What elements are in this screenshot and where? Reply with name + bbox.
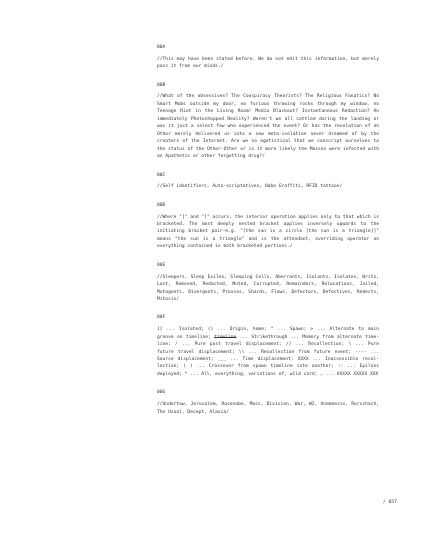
section-heading: 00E [157, 262, 166, 268]
strikethrough-text: timeline [214, 334, 237, 340]
section-body: //What of the obsessives? The Conspiracy Theorists? The Religious Fanatics? No Smart Mobs outside my door, no furious throwing rocks through my window, no Teenage Riot in the Living Room! Media Blackout? Instantaneous Redaction? An immediately Photoshopped Reality? Weren't we all cattled during the landing or was it just a select few who experienced the event? Or has the revelation of an Other merely delivered us into a new meta-isolation never dreamed of by the creators of the Internet. Are we so egotistical that we conscript ourselves to the status of the Other-Other or is it more likely the Masses were infected with an Apathetic or other forgetting drug?/ [157, 94, 379, 160]
section-00d [157, 202, 379, 251]
section-00a [157, 44, 379, 71]
section-body: //Self identifiers, Auto-scriptatives, Hobo Graffiti, RFID tattoos/ [157, 184, 343, 190]
section-00g [157, 389, 379, 416]
section-body [157, 326, 379, 378]
section-heading: 00F [157, 315, 166, 321]
section-00f [157, 314, 379, 378]
section-heading: 00B [157, 82, 166, 88]
document-page [157, 44, 379, 427]
section-body-part: ... Strikethrough ... Memory from alternate time-line; / ... Pure past travel displacement; // ... Recollection; \ ... Pure future travel displacement; \\ ... Recollection from future event; ---- ... Source displacement; ___ ... Time displacement; XXXX ... Inaccessible recol-lection; ( ) ... Crossover from spawn timeline into another; :: ... Epilons deployed; * ... All, everything, variations of, wild card; , ... XXXXX XXXXX XXX [157, 334, 379, 377]
page-number: / 057 [383, 500, 397, 505]
section-body: //Undertow, Jerusalem, Rosenobe, Moss, Division, War, W2, Anamnesis, Rorschach, The Usual, Decept, Alaxia/ [157, 402, 379, 415]
section-00b [157, 82, 379, 161]
section-heading: 00D [157, 202, 166, 208]
section-body: //Sleepers, Sleep Exiles, Sleeping Cells, Aberrants, Isolants, Isolates, Writs, Lost, Removed, Redacted, Muted, Corrupted, Remainders, Relocations, Jailed, Mutagents, Divergents, Proxies, Shards, Flaws, Defectors, Defectives, Redects, Mitosis/ [157, 274, 379, 302]
section-heading: 00A [157, 45, 166, 50]
section-heading: 00G [157, 390, 166, 396]
section-00e [157, 262, 379, 304]
section-body: //Where "[" and "]" occurs, the interior operation applies only to that which is bracketed. The most deeply nested bracket applies inversely upwards to the initiating bracket pair—e.g. "[the sun is a circle [the sun is a triangle]]" means "the sun is a triangle" and is the attendant, overriding operator on everything contained in both bracketed portions./ [157, 214, 379, 250]
section-body-part: ][ ... Isolated; () ... Origin, home; ^ ... Spawn; > ... Alternate to main groove on timeline; [157, 327, 379, 340]
section-body: //This may have been stated before. We do not edit this information, but merely pass it from our minds./ [157, 56, 379, 70]
section-heading: 00C [157, 172, 166, 178]
section-00c [157, 172, 379, 191]
